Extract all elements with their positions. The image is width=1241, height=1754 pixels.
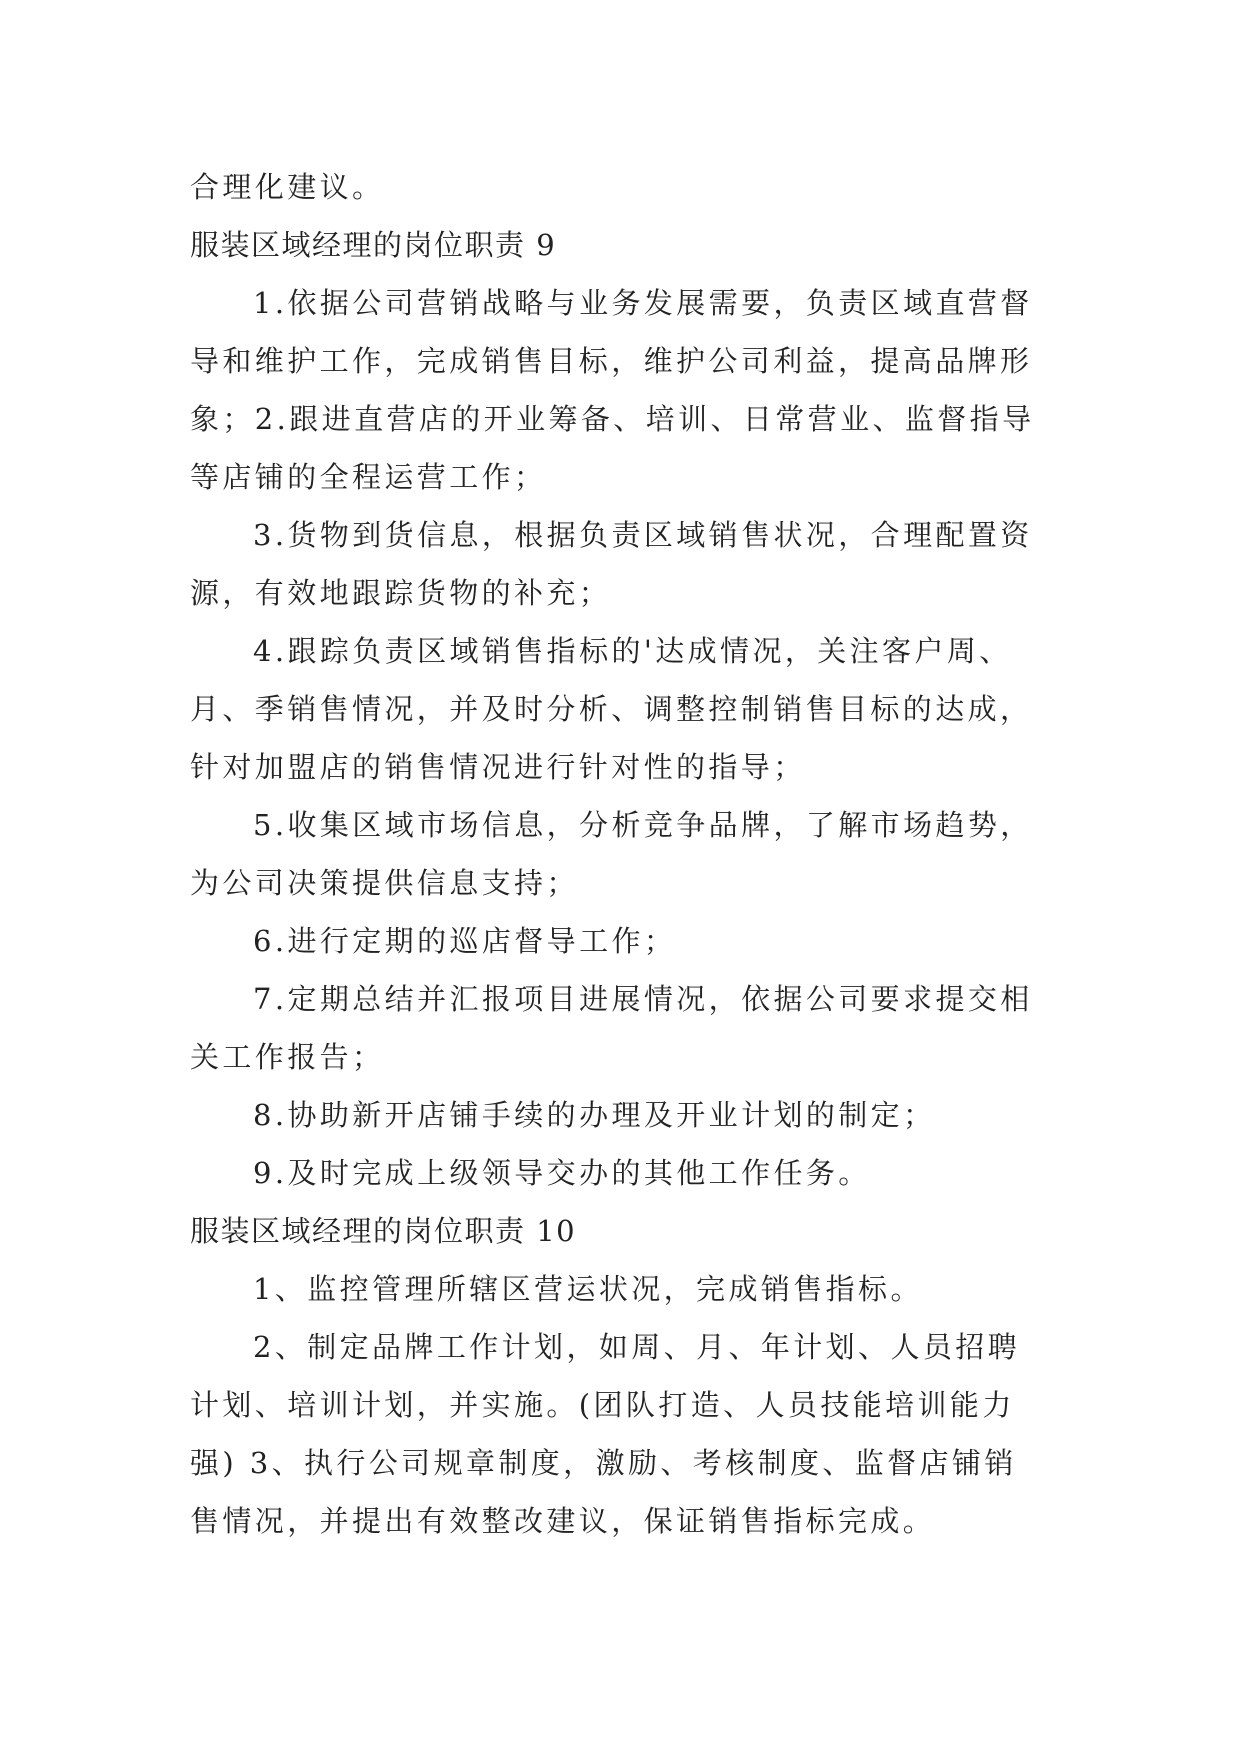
text-line: 合理化建议。 (190, 170, 385, 204)
text-line: 1.依据公司营销战略与业务发展需要，负责区域直营督 (253, 286, 1033, 320)
text-line: 5.收集区域市场信息，分析竞争品牌，了解市场趋势， (253, 808, 1033, 842)
text-line: 6.进行定期的巡店督导工作； (253, 924, 677, 958)
text-line: 计划、培训计划，并实施。(团队打造、人员技能培训能力 (190, 1388, 1015, 1422)
text-line: 针对加盟店的销售情况进行针对性的指导； (190, 750, 806, 784)
section-heading: 服装区域经理的岗位职责 9 (190, 228, 557, 262)
text-line: 9.及时完成上级领导交办的其他工作任务。 (253, 1156, 871, 1190)
text-line: 关工作报告； (190, 1040, 385, 1074)
text-line: 月、季销售情况，并及时分析、调整控制销售目标的达成， (190, 692, 1033, 726)
text-line: 为公司决策提供信息支持； (190, 866, 579, 900)
text-line: 等店铺的全程运营工作； (190, 460, 547, 494)
text-line: 强) 3、执行公司规章制度，激励、考核制度、监督店铺销 (190, 1446, 1017, 1480)
text-line: 3.货物到货信息，根据负责区域销售状况，合理配置资 (253, 518, 1033, 552)
text-line: 7.定期总结并汇报项目进展情况，依据公司要求提交相 (253, 982, 1033, 1016)
text-line: 8.协助新开店铺手续的办理及开业计划的制定； (253, 1098, 936, 1132)
text-line: 4.跟踪负责区域销售指标的'达成情况，关注客户周、 (253, 634, 1012, 668)
text-line: 1、监控管理所辖区营运状况，完成销售指标。 (253, 1272, 923, 1306)
document-body (190, 158, 1070, 1550)
text-line: 象；2.跟进直营店的开业筹备、培训、日常营业、监督指导 (190, 402, 1035, 436)
text-line: 源，有效地跟踪货物的补充； (190, 576, 612, 610)
text-line: 2、制定品牌工作计划，如周、月、年计划、人员招聘 (253, 1330, 1021, 1364)
text-line: 售情况，并提出有效整改建议，保证销售指标完成。 (190, 1504, 936, 1538)
section-heading: 服装区域经理的岗位职责 10 (190, 1214, 577, 1248)
text-line: 导和维护工作，完成销售目标，维护公司利益，提高品牌形 (190, 344, 1033, 378)
